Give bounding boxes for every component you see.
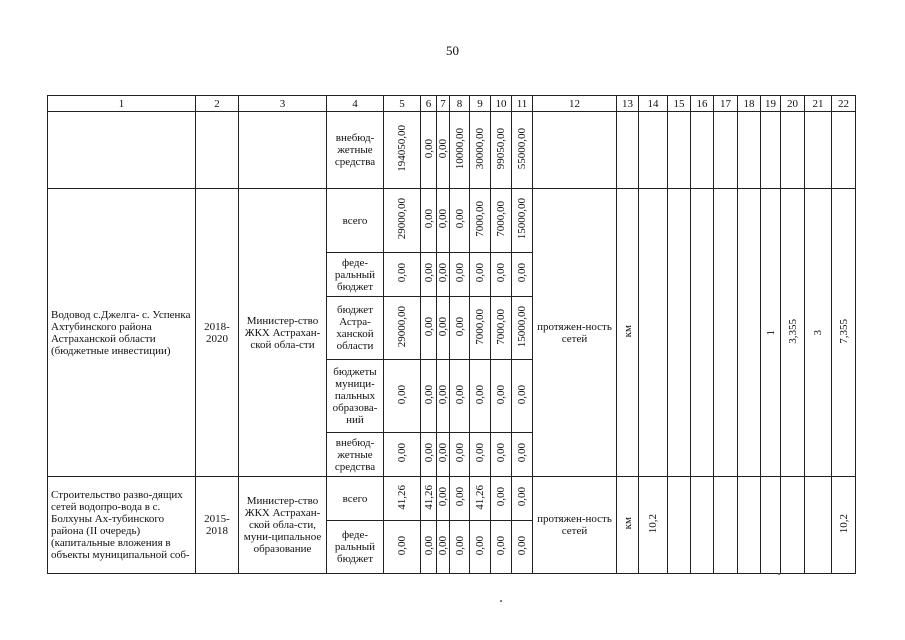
project-period: 2015-2018	[196, 477, 239, 574]
value-cell: 0,00	[491, 521, 512, 574]
header-cell: 11	[512, 96, 533, 112]
value-cell: 0,00	[450, 253, 470, 297]
header-cell: 19	[761, 96, 781, 112]
col20-value: 3,355	[781, 189, 805, 477]
header-cell: 20	[781, 96, 805, 112]
unit-cell: км	[617, 189, 639, 477]
value-cell: 0,00	[437, 189, 450, 253]
value-cell: 0,00	[421, 189, 437, 253]
value-cell: 0,00	[437, 360, 450, 433]
value-cell: 7000,00	[470, 297, 491, 360]
value-cell: 29000,00	[384, 189, 421, 253]
value-cell: 0,00	[437, 477, 450, 521]
value-cell: 0,00	[421, 253, 437, 297]
value-cell: 0,00	[491, 433, 512, 477]
value-cell: 0,00	[491, 253, 512, 297]
value-cell: 0,00	[421, 521, 437, 574]
value-cell: 0,00	[437, 297, 450, 360]
source-cell: бюджеты муници-пальных образова-ний	[327, 360, 384, 433]
value-cell: 0,00	[470, 253, 491, 297]
scan-speck	[778, 573, 780, 575]
header-cell: 21	[805, 96, 832, 112]
indicator-cell: протяжен-ность сетей	[533, 189, 617, 477]
value-cell: 0,00	[437, 433, 450, 477]
header-cell: 17	[714, 96, 738, 112]
value-cell: 194050,00	[384, 112, 421, 189]
value-cell: 0,00	[437, 521, 450, 574]
project-ministry: Министер-ство ЖКХ Астрахан-ской обла-сти	[239, 189, 327, 477]
source-cell: внебюд-жетные средства	[327, 433, 384, 477]
project-ministry: Министер-ство ЖКХ Астрахан-ской обла-сти, муни-ципальное образование	[239, 477, 327, 574]
budget-table	[47, 95, 856, 574]
header-cell: 22	[832, 96, 856, 112]
value-cell: 10000,00	[450, 112, 470, 189]
value-cell: 0,00	[512, 433, 533, 477]
header-cell: 2	[196, 96, 239, 112]
project-name: Водовод с.Джелга- с. Успенка Ахтубинского района Астраханской области (бюджетные инвестиции)	[48, 189, 196, 477]
value-cell: 0,00	[470, 360, 491, 433]
value-cell: 41,26	[421, 477, 437, 521]
header-cell: 18	[738, 96, 761, 112]
header-cell: 16	[691, 96, 714, 112]
value-cell: 7000,00	[491, 189, 512, 253]
value-cell: 0,00	[491, 360, 512, 433]
value-cell: 99050,00	[491, 112, 512, 189]
value-cell: 30000,00	[470, 112, 491, 189]
value-cell: 0,00	[512, 360, 533, 433]
value-cell: 0,00	[512, 253, 533, 297]
value-cell: 55000,00	[512, 112, 533, 189]
page-number: 50	[446, 43, 459, 58]
project-period: 2018-2020	[196, 189, 239, 477]
value-cell: 0,00	[384, 253, 421, 297]
value-cell: 0,00	[421, 112, 437, 189]
header-cell: 7	[437, 96, 450, 112]
source-cell: внебюд-жетные средства	[327, 112, 384, 189]
value-cell: 0,00	[512, 477, 533, 521]
value-cell: 41,26	[470, 477, 491, 521]
scan-speck	[500, 600, 502, 602]
value-cell: 15000,00	[512, 297, 533, 360]
header-cell: 3	[239, 96, 327, 112]
table-row	[48, 112, 856, 189]
value-cell: 0,00	[384, 360, 421, 433]
header-cell: 1	[48, 96, 196, 112]
value-cell: 0,00	[450, 297, 470, 360]
source-cell: всего	[327, 477, 384, 521]
header-cell: 14	[639, 96, 668, 112]
source-cell: бюджет Астра-ханской области	[327, 297, 384, 360]
value-cell: 0,00	[470, 521, 491, 574]
header-cell: 6	[421, 96, 437, 112]
unit-cell: км	[617, 477, 639, 574]
header-cell: 5	[384, 96, 421, 112]
table-row	[48, 477, 856, 521]
value-cell: 0,00	[450, 433, 470, 477]
value-cell: 0,00	[512, 521, 533, 574]
source-cell: феде-ральный бюджет	[327, 253, 384, 297]
header-cell: 12	[533, 96, 617, 112]
value-cell: 7000,00	[470, 189, 491, 253]
project-name: Строительство разво-дящих сетей водопро-вода в с. Болхуны Ах-тубинского района (II очередь) (капитальные вложения в объекты муниципальной соб-	[48, 477, 196, 574]
source-cell: феде-ральный бюджет	[327, 521, 384, 574]
value-cell: 0,00	[450, 360, 470, 433]
col22-value: 10,2	[832, 477, 856, 574]
name-cell-empty	[48, 112, 196, 189]
ministry-cell-empty	[239, 112, 327, 189]
col19-value: 1	[761, 189, 781, 477]
value-cell: 0,00	[470, 433, 491, 477]
header-cell: 15	[668, 96, 691, 112]
value-cell: 41,26	[384, 477, 421, 521]
value-cell: 0,00	[491, 477, 512, 521]
header-cell: 10	[491, 96, 512, 112]
source-cell: всего	[327, 189, 384, 253]
value-cell: 0,00	[384, 521, 421, 574]
header-cell: 9	[470, 96, 491, 112]
indicator-cell: протяжен-ность сетей	[533, 477, 617, 574]
col21-value: 3	[805, 189, 832, 477]
col22-value: 7,355	[832, 189, 856, 477]
value-cell: 0,00	[384, 433, 421, 477]
value-cell: 0,00	[421, 360, 437, 433]
value-cell: 15000,00	[512, 189, 533, 253]
value-cell: 0,00	[437, 253, 450, 297]
value-cell: 0,00	[437, 112, 450, 189]
header-cell: 4	[327, 96, 384, 112]
header-row	[48, 96, 856, 112]
period-cell-empty	[196, 112, 239, 189]
value-cell: 0,00	[421, 297, 437, 360]
table-row	[48, 189, 856, 253]
value-cell: 0,00	[421, 433, 437, 477]
header-cell: 13	[617, 96, 639, 112]
value-cell: 29000,00	[384, 297, 421, 360]
value-cell: 0,00	[450, 521, 470, 574]
col14-value: 10,2	[639, 477, 668, 574]
header-cell: 8	[450, 96, 470, 112]
value-cell: 7000,00	[491, 297, 512, 360]
value-cell: 0,00	[450, 477, 470, 521]
value-cell: 0,00	[450, 189, 470, 253]
